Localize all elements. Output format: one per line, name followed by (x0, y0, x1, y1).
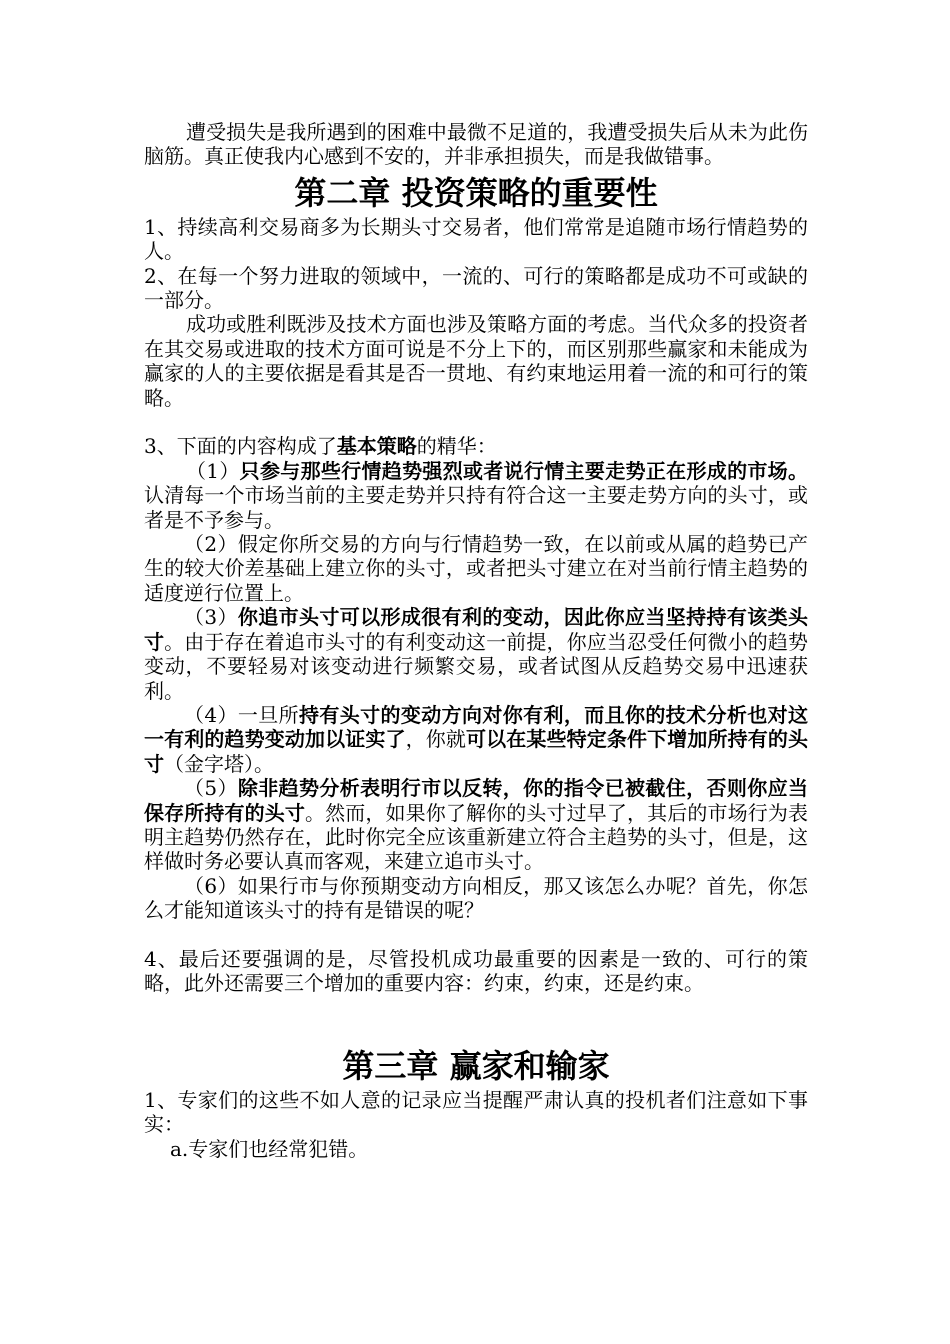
strategy-1 (144, 459, 808, 532)
item3-prefix: 3、下面的内容构成了 (144, 434, 337, 459)
strategy-4-part-a: （4）一旦所 (184, 702, 299, 727)
chapter2-success-paragraph: 成功或胜利既涉及技术方面也涉及策略方面的考虑。当代众多的投资者在其交易或进取的技术方面可说是不分上下的，而区别那些赢家和未能成为赢家的人的主要依据是看其是否一贯地、有约束地运用着一流的和可行的策略。 (144, 312, 808, 410)
chapter2-item4: 4、最后还要强调的是，尽管投机成功最重要的因素是一致的、可行的策略，此外还需要三个增加的重要内容：约束，约束，还是约束。 (144, 946, 808, 996)
strategy-5-number: （5） (184, 776, 238, 801)
blank-line (144, 923, 808, 947)
strategy-5-bold: 除非趋势分析表明行市以反转，你的指令已被截住，否则你应当保存所持有的头寸 (144, 776, 808, 825)
chapter3-title: 第三章 赢家和输家 (342, 1046, 610, 1085)
document-body (144, 120, 808, 1161)
strategy-4-part-c: ，你就 (405, 727, 466, 752)
strategy-4-bold-d: 可以在某些特定条件下增加所持有的头寸 (144, 727, 808, 776)
strategy-1-rest: 认清每一个市场当前的主要走势并只持有符合这一主要走势方向的头寸，或者是不予参与。 (144, 483, 808, 532)
strategy-4 (144, 703, 808, 776)
item3-suffix: 的精华： (416, 434, 497, 459)
item3-bold: 基本策略 (336, 434, 417, 459)
strategy-3-bold: 你追市头寸可以形成很有利的变动，因此你应当坚持持有该类头寸 (144, 605, 808, 654)
strategy-5 (144, 776, 808, 874)
strategy-1-number: （1） (186, 458, 240, 483)
strategy-4-part-e: （金字塔）。 (164, 751, 274, 776)
chapter3-item-a: a.专家们也经常犯错。 (170, 1136, 369, 1161)
strategy-3-number: （3） (184, 605, 238, 630)
strategy-3 (144, 605, 808, 703)
strategy-4-bold-b: 持有头寸的变动方向对你有利，而且你的技术分析也对这一有利的趋势变动加以证实了 (144, 702, 808, 752)
chapter2-item3 (144, 434, 808, 458)
blank-line (144, 410, 808, 434)
chapter2-item2: 2、在每一个努力进取的领域中，一流的、可行的策略都是成功不可或缺的一部分。 (144, 263, 808, 313)
chapter2-item1: 1、持续高利交易商多为长期头寸交易者，他们常常是追随市场行情趋势的人。 (144, 214, 808, 264)
chapter2-title: 第二章 投资策略的重要性 (294, 173, 658, 212)
strategy-6: （6）如果行市与你预期变动方向相反，那又该怎么办呢？首先，你怎么才能知道该头寸的持有是错误的呢？ (144, 873, 808, 923)
strategy-3-rest: 。由于存在着追市头寸的有利变动这一前提，你应当忍受任何微小的趋势变动，不要轻易对该变动进行频繁交易，或者试图从反趋势交易中迅速获利。 (144, 629, 808, 703)
strategy-5-rest: 。然而，如果你了解你的头寸过早了，其后的市场行为表明主趋势仍然存在，此时你完全应该重新建立符合主趋势的头寸，但是，这样做时务必要认真而客观，来建立追市头寸。 (144, 800, 808, 874)
chapter3-item1: 1、专家们的这些不如人意的记录应当提醒严肃认真的投机者们注意如下事实： (144, 1087, 808, 1137)
strategy-2: （2）假定你所交易的方向与行情趋势一致，在以前或从属的趋势已产生的较大价差基础上建立你的头寸，或者把头寸建立在对当前行情主趋势的适度逆行位置上。 (144, 532, 808, 605)
intro-paragraph: 遭受损失是我所遇到的困难中最微不足道的，我遭受损失后从未为此伤脑筋。真正使我内心感到不安的，并非承担损失，而是我做错事。 (144, 120, 808, 169)
strategy-1-bold: 只参与那些行情趋势强烈或者说行情主要走势正在形成的市场。 (239, 458, 808, 483)
